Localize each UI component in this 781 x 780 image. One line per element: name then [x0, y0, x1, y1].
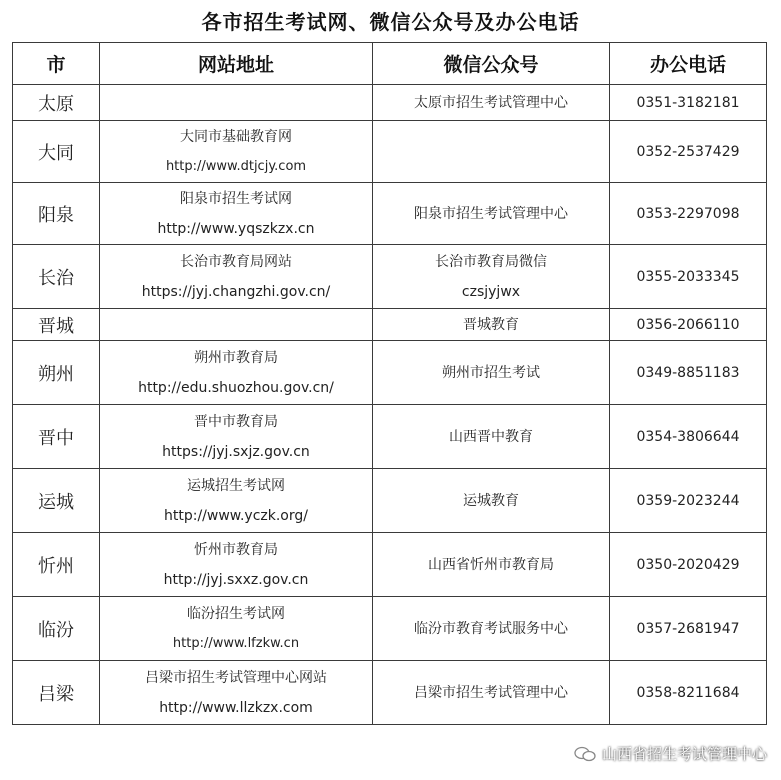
wechat-account-name: 山西省忻州市教育局 [428, 556, 554, 573]
watermark [574, 743, 767, 764]
page-title: 各市招生考试网、微信公众号及办公电话 [201, 10, 580, 34]
table-row [13, 661, 767, 725]
table-row [13, 245, 767, 309]
website-name: 朔州市教育局 [194, 349, 278, 366]
website-cell [100, 405, 373, 469]
website-cell [100, 341, 373, 405]
website-cell [100, 245, 373, 309]
phone-cell: 0355-2033345 [610, 245, 767, 309]
wechat-cell [373, 121, 610, 183]
website-name: 阳泉市招生考试网 [180, 190, 292, 207]
wechat-cell [373, 597, 610, 661]
website-url-link[interactable]: http://www.dtjcjy.com [165, 158, 307, 174]
city-cell: 朔州 [13, 341, 100, 405]
table-row [13, 533, 767, 597]
phone-cell: 0359-2023244 [610, 469, 767, 533]
table-row [13, 405, 767, 469]
website-name: 长治市教育局网站 [180, 253, 292, 270]
city-cell: 阳泉 [13, 183, 100, 245]
phone-cell: 0351-3182181 [610, 85, 767, 121]
table-row [13, 597, 767, 661]
website-name: 忻州市教育局 [194, 541, 278, 558]
city-cell: 忻州 [13, 533, 100, 597]
wechat-account-name: 山西晋中教育 [449, 428, 533, 445]
website-name: 大同市基础教育网 [180, 128, 292, 145]
wechat-account-name: 运城教育 [463, 492, 519, 509]
city-cell: 临汾 [13, 597, 100, 661]
header-phone: 办公电话 [610, 43, 767, 85]
city-cell: 太原 [13, 85, 100, 121]
website-url-link[interactable]: http://edu.shuozhou.gov.cn/ [138, 379, 334, 396]
table-row [13, 469, 767, 533]
website-name: 晋中市教育局 [194, 413, 278, 430]
phone-cell: 0349-8851183 [610, 341, 767, 405]
table-row [13, 183, 767, 245]
wechat-icon [574, 746, 596, 762]
phone-cell: 0357-2681947 [610, 597, 767, 661]
website-name: 临汾招生考试网 [187, 605, 285, 622]
website-cell [100, 533, 373, 597]
wechat-account-name: 长治市教育局微信 [435, 253, 547, 270]
wechat-account-name: 太原市招生考试管理中心 [414, 94, 568, 111]
website-url-link[interactable]: http://jyj.sxxz.gov.cn [163, 571, 309, 588]
wechat-cell [373, 245, 610, 309]
phone-cell: 0358-8211684 [610, 661, 767, 725]
website-url-link[interactable]: http://www.lfzkw.cn [172, 635, 300, 651]
wechat-account-name: 晋城教育 [463, 316, 519, 333]
wechat-cell [373, 309, 610, 341]
phone-cell: 0353-2297098 [610, 183, 767, 245]
table-row [13, 85, 767, 121]
website-cell [100, 597, 373, 661]
website-url-link[interactable]: http://www.yqszkzx.cn [157, 220, 315, 237]
website-url-link[interactable]: https://jyj.sxjz.gov.cn [162, 443, 310, 460]
header-website: 网站地址 [100, 43, 373, 85]
watermark-text: 山西省招生考试管理中心 [601, 745, 767, 763]
wechat-cell [373, 405, 610, 469]
wechat-cell [373, 469, 610, 533]
wechat-cell [373, 341, 610, 405]
wechat-cell [373, 183, 610, 245]
city-cell: 长治 [13, 245, 100, 309]
contact-table [12, 42, 767, 725]
website-cell [100, 183, 373, 245]
phone-cell: 0352-2537429 [610, 121, 767, 183]
city-cell: 大同 [13, 121, 100, 183]
table-row [13, 341, 767, 405]
wechat-account-name: 临汾市教育考试服务中心 [414, 620, 568, 637]
header-city: 市 [13, 43, 100, 85]
phone-cell: 0354-3806644 [610, 405, 767, 469]
table-row [13, 309, 767, 341]
website-url-link[interactable]: http://www.llzkzx.com [159, 699, 313, 716]
website-cell [100, 309, 373, 341]
website-cell [100, 85, 373, 121]
website-name: 运城招生考试网 [187, 477, 285, 494]
phone-cell: 0350-2020429 [610, 533, 767, 597]
wechat-cell [373, 85, 610, 121]
wechat-account-name: 吕梁市招生考试管理中心 [414, 684, 568, 701]
city-cell: 吕梁 [13, 661, 100, 725]
website-cell [100, 469, 373, 533]
header-wechat: 微信公众号 [373, 43, 610, 85]
wechat-cell [373, 533, 610, 597]
city-cell: 晋城 [13, 309, 100, 341]
website-url-link[interactable]: http://www.yczk.org/ [164, 507, 308, 524]
wechat-account-id: czsjyjwx [461, 283, 521, 300]
website-cell [100, 121, 373, 183]
table-row [13, 121, 767, 183]
wechat-cell [373, 661, 610, 725]
website-url-link[interactable]: https://jyj.changzhi.gov.cn/ [141, 283, 331, 300]
table-header-row [13, 43, 767, 85]
website-cell [100, 661, 373, 725]
city-cell: 晋中 [13, 405, 100, 469]
city-cell: 运城 [13, 469, 100, 533]
phone-cell: 0356-2066110 [610, 309, 767, 341]
website-name: 吕梁市招生考试管理中心网站 [145, 669, 327, 686]
wechat-account-name: 朔州市招生考试 [442, 364, 540, 381]
wechat-account-name: 阳泉市招生考试管理中心 [414, 205, 568, 222]
